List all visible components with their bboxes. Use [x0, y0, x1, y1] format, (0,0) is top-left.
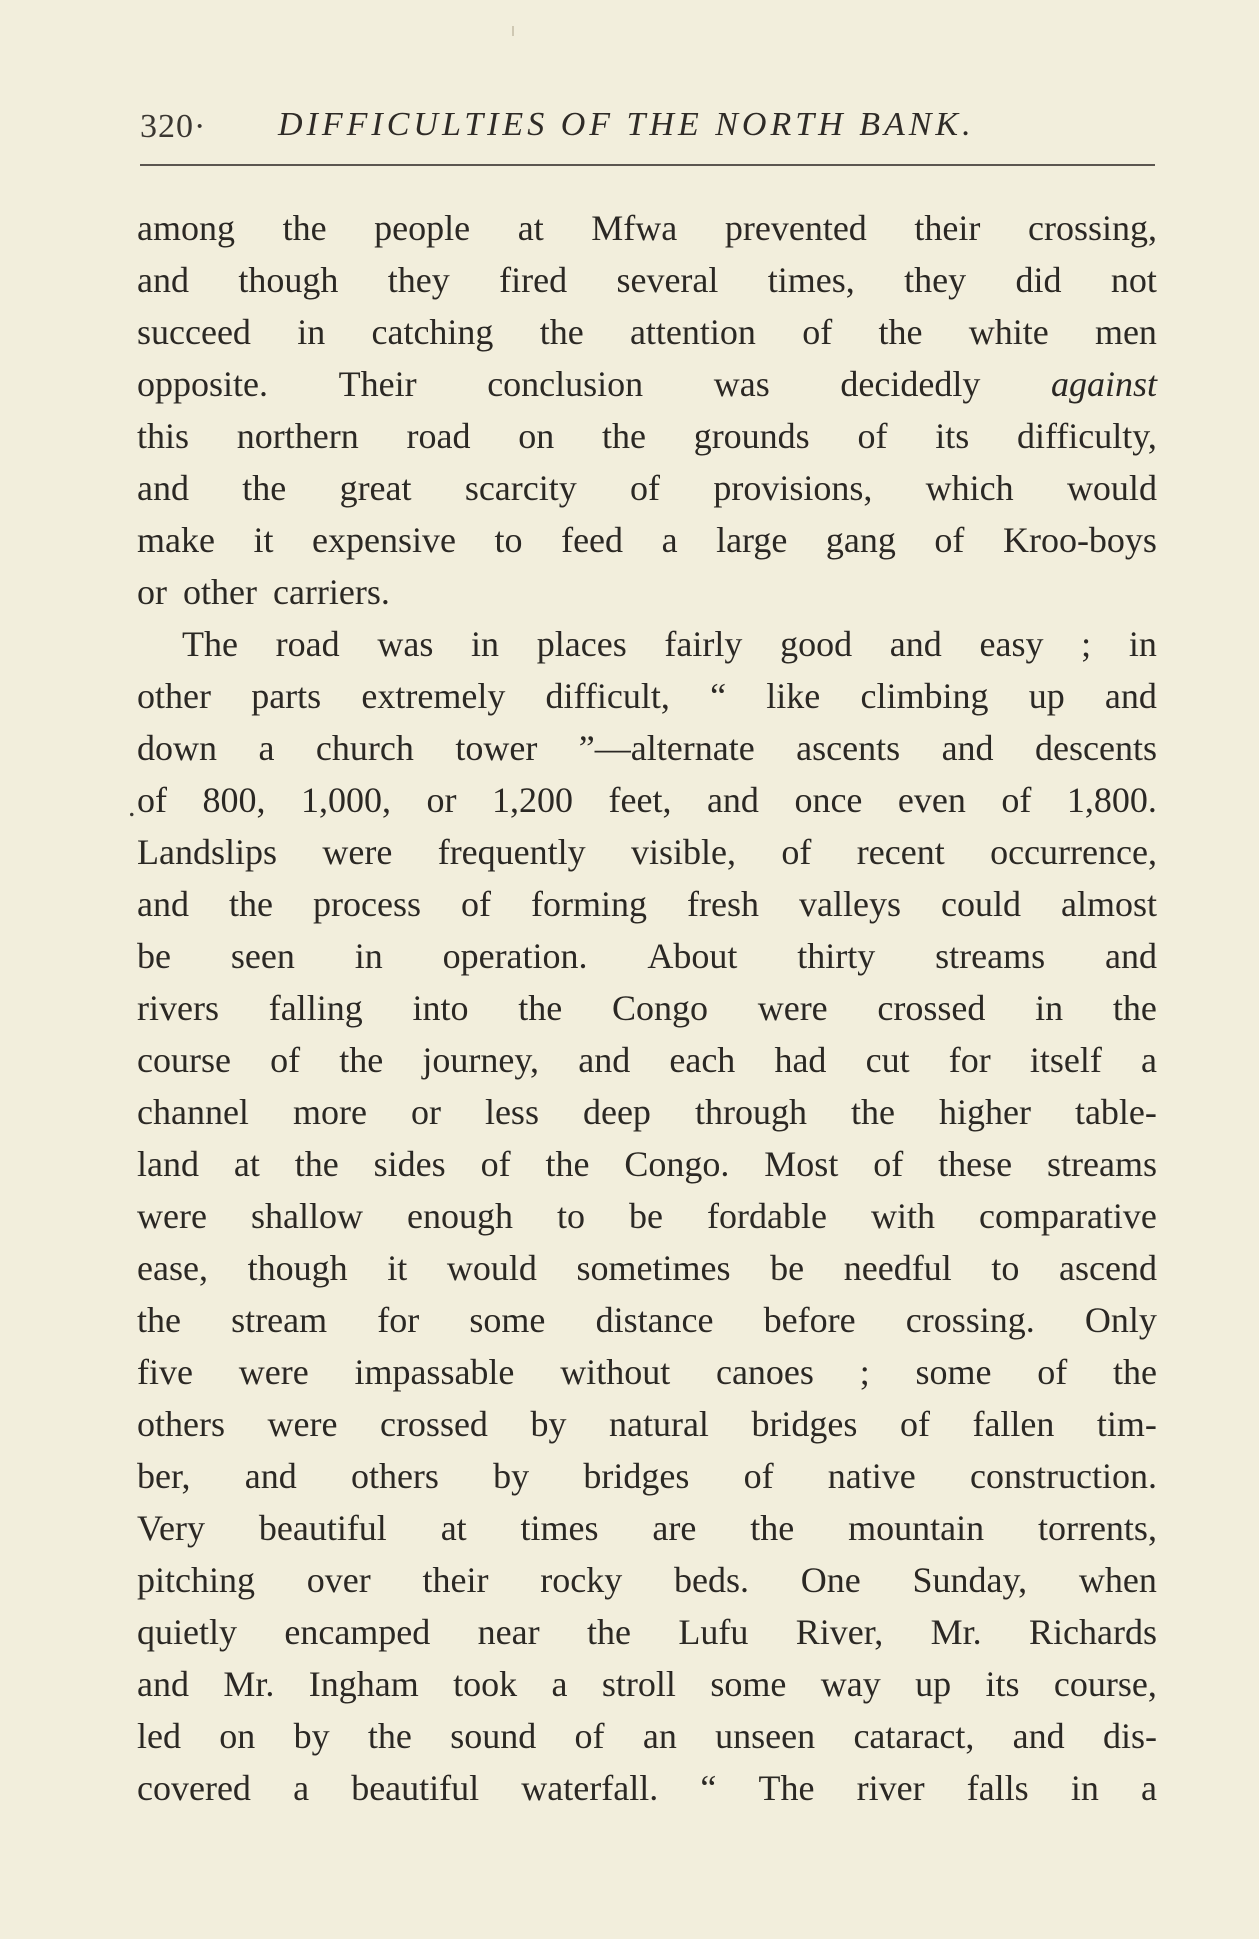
text-line: among the people at Mfwa prevented their crossing,	[137, 208, 1157, 248]
text-line: or other carriers.	[137, 572, 390, 612]
text-line: the stream for some distance before crossing. Only	[137, 1300, 1157, 1340]
text-line: succeed in catching the attention of the white men	[137, 312, 1157, 352]
header-rule	[140, 164, 1155, 166]
running-head: DIFFICULTIES OF THE NORTH BANK.	[278, 106, 975, 143]
body-text	[137, 202, 1157, 1814]
text-line: land at the sides of the Congo. Most of these streams	[137, 1144, 1157, 1184]
page-number: 320·	[140, 108, 207, 145]
text-line: The road was in places fairly good and easy ; in	[182, 624, 1157, 664]
text-line: down a church tower ”—alternate ascents and descents	[137, 728, 1157, 768]
text-line: were shallow enough to be fordable with comparative	[137, 1196, 1157, 1236]
text-line: quietly encamped near the Lufu River, Mr. Richards	[137, 1612, 1157, 1652]
text-line: ber, and others by bridges of native construction.	[137, 1456, 1157, 1496]
text-line: and the great scarcity of provisions, which would	[137, 468, 1157, 508]
text-line: covered a beautiful waterfall. “ The river falls in a	[137, 1768, 1157, 1808]
text-line: ease, though it would sometimes be needful to ascend	[137, 1248, 1157, 1288]
text-line: and though they fired several times, they did not	[137, 260, 1157, 300]
text-line: channel more or less deep through the higher table-	[137, 1092, 1157, 1132]
text-line: pitching over their rocky beds. One Sunday, when	[137, 1560, 1157, 1600]
text-line: this northern road on the grounds of its difficulty,	[137, 416, 1157, 456]
page-header	[140, 100, 1155, 160]
paper-speck	[512, 26, 514, 36]
text-line: and Mr. Ingham took a stroll some way up its course,	[137, 1664, 1157, 1704]
text-line: others were crossed by natural bridges of fallen tim-	[137, 1404, 1157, 1444]
text-line: rivers falling into the Congo were crossed in the	[137, 988, 1157, 1028]
text-line: led on by the sound of an unseen cataract, and dis-	[137, 1716, 1157, 1756]
text-line: of 800, 1,000, or 1,200 feet, and once even of 1,800.	[137, 780, 1157, 820]
text-line: be seen in operation. About thirty streams and	[137, 936, 1157, 976]
text-line: Landslips were frequently visible, of recent occurrence,	[137, 832, 1157, 872]
text-line: and the process of forming fresh valleys could almost	[137, 884, 1157, 924]
text-line: opposite. Their conclusion was decidedly against	[137, 364, 1157, 404]
text-line: other parts extremely difficult, “ like climbing up and	[137, 676, 1157, 716]
text-line: five were impassable without canoes ; some of the	[137, 1352, 1157, 1392]
margin-mark: .	[128, 790, 136, 823]
text-line: Very beautiful at times are the mountain torrents,	[137, 1508, 1157, 1548]
text-line: course of the journey, and each had cut for itself a	[137, 1040, 1157, 1080]
text-line: make it expensive to feed a large gang of Kroo-boys	[137, 520, 1157, 560]
